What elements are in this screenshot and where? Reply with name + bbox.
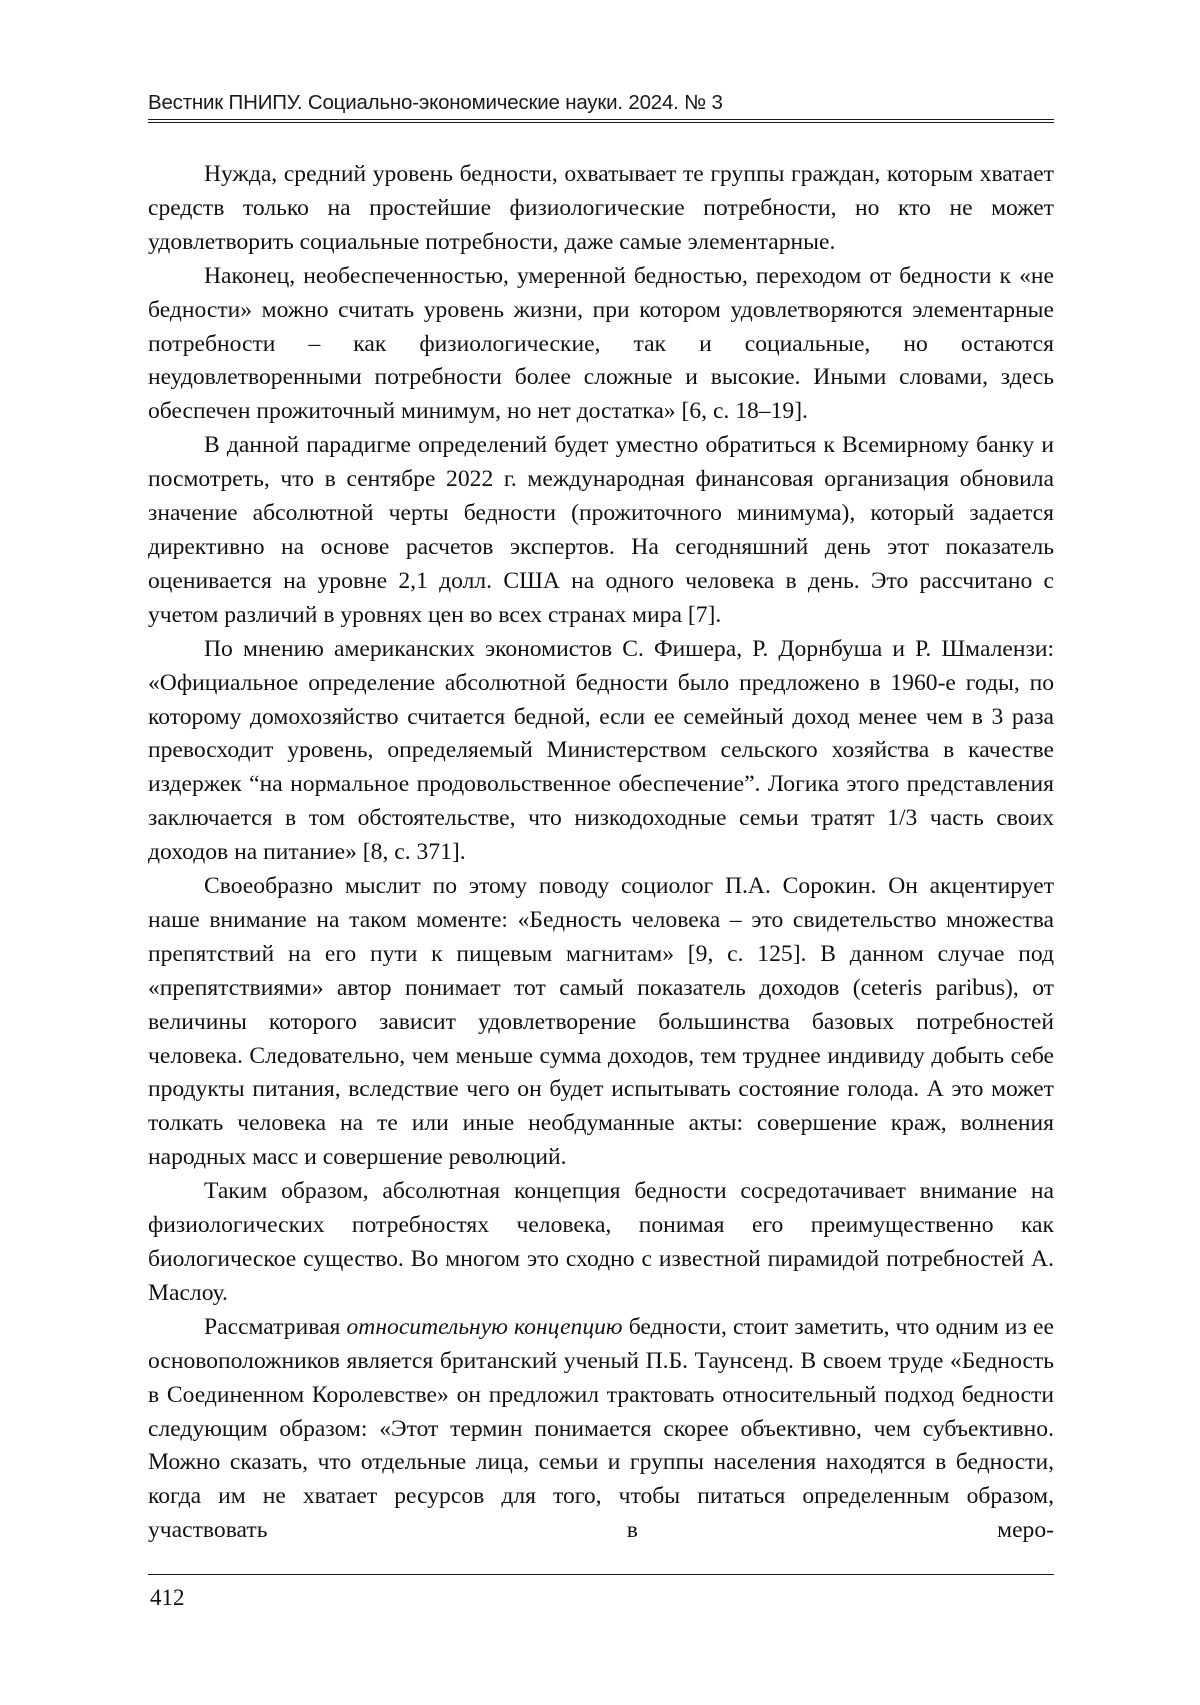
page-number: 412: [150, 1584, 185, 1612]
paragraph-2: Наконец, необеспеченностью, умеренной бедностью, переходом от бедности к «не бедности» можно считать уровень жизни, при котором удовлетворяются элементарные потребности – как физиологические, так и социальные, но остаются неудовлетворенными потребности более сложные и высокие. Иными словами, здесь обеспечен прожиточный минимум, но нет достатка» [6, с. 18–19].: [148, 260, 1054, 430]
paragraph-1: Нужда, средний уровень бедности, охватывает те группы граждан, которым хватает средств только на простейшие физиологические потребности, но кто не может удовлетворить социальные потребности, даже самые элементарные.: [148, 158, 1054, 260]
article-body: [148, 158, 1054, 1548]
running-header: Вестник ПНИПУ. Социально-экономические науки. 2024. № 3: [148, 90, 1054, 116]
footer-rule: [148, 1574, 1054, 1575]
paragraph-7: [148, 1311, 1054, 1548]
paragraph-3: В данной парадигме определений будет уместно обратиться к Всемирному банку и посмотреть, что в сентябре 2022 г. международная финансовая организация обновила значение абсолютной черты бедности (прожиточного минимума), который задается директивно на основе расчетов экспертов. На сегодняшний день этот показатель оценивается на уровне 2,1 долл. США на одного человека в день. Это рассчитано с учетом различий в уровнях цен во всех странах мира [7].: [148, 429, 1054, 632]
journal-page: [0, 0, 1200, 1705]
paragraph-7-rest: бедности, стоит заметить, что одним из ее основоположников является британский ученый П.Б. Таунсенд. В своем труде «Бедность в Соединенном Королевстве» он предложил трактовать относительный подход бедности следующим образом: «Этот термин понимается скорее объективно, чем субъективно. Можно сказать, что отдельные лица, семьи и группы населения находятся в бедности, когда им не хватает ресурсов для того, чтобы питаться определенным образом, участвовать в меро-: [148, 1314, 1054, 1543]
header-double-rule: [148, 119, 1054, 123]
paragraph-5: Своеобразно мыслит по этому поводу социолог П.А. Сорокин. Он акцентирует наше внимание на таком моменте: «Бедность человека – это свидетельство множества препятствий на его пути к пищевым магнитам» [9, с. 125]. В данном случае под «препятствиями» автор понимает тот самый показатель доходов (ceteris paribus), от величины которого зависит удовлетворение большинства базовых потребностей человека. Следовательно, чем меньше сумма доходов, тем труднее индивиду добыть себе продукты питания, вследствие чего он будет испытывать состояние голода. А это может толкать человека на те или иные необдуманные акты: совершение краж, волнения народных масс и совершение революций.: [148, 870, 1054, 1175]
paragraph-4: По мнению американских экономистов С. Фишера, Р. Дорнбуша и Р. Шмалензи: «Официальное определение абсолютной бедности было предложено в 1960-е годы, по которому домохозяйство считается бедной, если ее семейный доход менее чем в 3 раза превосходит уровень, определяемый Министерством сельского хозяйства в качестве издержек “на нормальное продовольственное обеспечение”. Логика этого представления заключается в том обстоятельстве, что низкодоходные семьи тратят 1/3 часть своих доходов на питание» [8, с. 371].: [148, 633, 1054, 870]
paragraph-7-lead: Рассматривая: [204, 1314, 347, 1340]
paragraph-7-italic-term: относительную концепцию: [347, 1314, 623, 1340]
paragraph-6: Таким образом, абсолютная концепция бедности сосредотачивает внимание на физиологических потребностях человека, понимая его преимущественно как биологическое существо. Во многом это сходно с известной пирамидой потребностей А. Маслоу.: [148, 1175, 1054, 1311]
